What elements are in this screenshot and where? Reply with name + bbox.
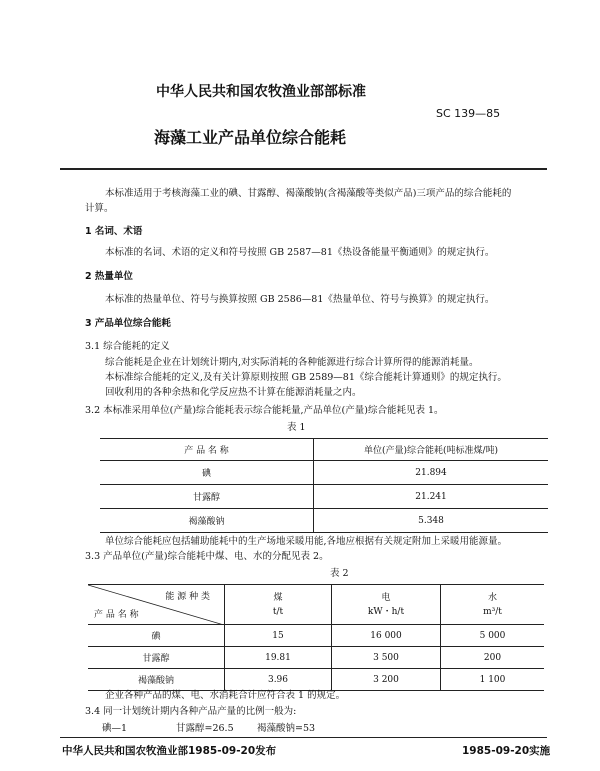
table-row bbox=[88, 669, 544, 691]
header-rule bbox=[60, 168, 547, 170]
table-1-cell-name: 甘露醇 bbox=[100, 485, 314, 509]
table-row bbox=[100, 461, 548, 485]
section-2-text: 本标准的热量单位、符号与换算按照 GB 2586—81《热量单位、符号与换算》的规定执行。 bbox=[105, 294, 495, 305]
section-1-text: 本标准的名词、术语的定义和符号按照 GB 2587—81《热设备能量平衡通则》的规定执行。 bbox=[105, 247, 495, 258]
col-name: 电 bbox=[381, 592, 391, 603]
table-row bbox=[100, 485, 548, 509]
section-1-heading: 1 名词、术语 bbox=[85, 226, 143, 237]
table-2-col-coal bbox=[225, 585, 332, 625]
table-1-caption: 表 1 bbox=[287, 422, 306, 433]
table-1 bbox=[100, 438, 548, 533]
table-2-corner-bottom: 产 品 名 称 bbox=[94, 610, 139, 620]
table-2-cell-name: 碘 bbox=[88, 625, 225, 647]
table-1-cell-name: 碘 bbox=[100, 461, 314, 485]
section-3-2: 3.2 本标准采用单位(产量)综合能耗表示综合能耗量,产品单位(产量)综合能耗见表 1。 bbox=[85, 405, 444, 416]
intro-line-1: 本标准适用于考核海藻工业的碘、甘露醇、褐藻酸钠(含褐藻酸等类似产品)三项产品的综合能耗的 bbox=[105, 188, 512, 199]
intro-line-2: 计算。 bbox=[85, 203, 114, 214]
table-1-note: 单位综合能耗应包括辅助能耗中的生产场地采暖用能,各地应根据有关规定附加上采暖用能源量。 bbox=[105, 536, 508, 547]
effective-date: 1985-09-20实施 bbox=[462, 745, 551, 757]
col-unit: m³/t bbox=[483, 606, 502, 617]
table-1-cell-name: 褐藻酸钠 bbox=[100, 509, 314, 533]
section-3-4: 3.4 同一计划统计期内各种产品产量的比例一般为: bbox=[85, 706, 297, 717]
table-2-col-power bbox=[332, 585, 441, 625]
table-2-cell-name: 甘露醇 bbox=[88, 647, 225, 669]
section-3-heading: 3 产品单位综合能耗 bbox=[85, 318, 171, 329]
footer-rule bbox=[60, 737, 547, 738]
ratio-iodine: 碘—1 bbox=[102, 723, 128, 734]
issue-date: 中华人民共和国农牧渔业部1985-09-20发布 bbox=[62, 745, 277, 757]
section-3-1-line-2: 本标准综合能耗的定义,及有关计算原则按照 GB 2589—81《综合能耗计算通则》的规定执行。 bbox=[105, 372, 507, 383]
ratio-alginate: 褐藻酸钠=53 bbox=[257, 723, 316, 734]
table-row bbox=[100, 509, 548, 533]
standard-code: SC 139—85 bbox=[436, 107, 501, 120]
section-3-3: 3.3 产品单位(产量)综合能耗中煤、电、水的分配见表 2。 bbox=[85, 551, 329, 562]
table-1-cell-value: 21.894 bbox=[415, 467, 447, 478]
table-row bbox=[88, 647, 544, 669]
table-row bbox=[88, 625, 544, 647]
table-2-note: 企业各种产品的煤、电、水消耗合计应符合表 1 的规定。 bbox=[105, 690, 346, 701]
table-2-cell-coal: 15 bbox=[225, 625, 332, 647]
table-2-corner bbox=[88, 585, 225, 625]
col-name: 水 bbox=[487, 592, 497, 603]
section-3-1-line-1: 综合能耗是企业在计划统计期内,对实际消耗的各种能源进行综合计算所得的能源消耗量。 bbox=[105, 357, 479, 368]
table-1-cell-value: 5.348 bbox=[418, 515, 444, 526]
table-2-cell-coal: 19.81 bbox=[225, 647, 332, 669]
col-unit: t/t bbox=[272, 606, 284, 617]
table-2-cell-water: 200 bbox=[483, 652, 502, 663]
section-3-1-title: 3.1 综合能耗的定义 bbox=[85, 341, 170, 352]
section-3-1-line-3: 回收利用的各种余热和化学反应热不计算在能源消耗量之内。 bbox=[105, 387, 362, 398]
section-2-heading: 2 热量单位 bbox=[85, 271, 133, 282]
table-2-cell-power: 16 000 bbox=[332, 625, 441, 647]
col-unit: kW・h/t bbox=[367, 606, 405, 617]
table-2-cell-coal: 3.96 bbox=[225, 669, 332, 691]
page-title: 海藻工业产品单位综合能耗 bbox=[154, 128, 347, 147]
table-2-cell-power: 3 500 bbox=[332, 647, 441, 669]
table-2-col-water bbox=[441, 585, 545, 625]
table-2-cell-water: 5 000 bbox=[479, 630, 506, 641]
table-1-head-product: 产 品 名 称 bbox=[100, 439, 314, 461]
issuing-authority: 中华人民共和国农牧渔业部部标准 bbox=[156, 84, 366, 100]
col-name: 煤 bbox=[273, 592, 283, 603]
table-1-cell-value: 21.241 bbox=[415, 491, 447, 502]
ratio-mannitol: 甘露醇=26.5 bbox=[176, 723, 234, 734]
table-2-cell-water: 1 100 bbox=[479, 674, 506, 685]
table-1-head-value: 单位(产量)综合能耗(吨标准煤/吨) bbox=[363, 446, 499, 456]
table-2 bbox=[88, 584, 544, 691]
table-2-cell-name: 褐藻酸钠 bbox=[88, 669, 225, 691]
table-2-cell-power: 3 200 bbox=[332, 669, 441, 691]
table-2-caption: 表 2 bbox=[330, 568, 349, 579]
table-2-corner-top: 能 源 种 类 bbox=[165, 592, 210, 602]
